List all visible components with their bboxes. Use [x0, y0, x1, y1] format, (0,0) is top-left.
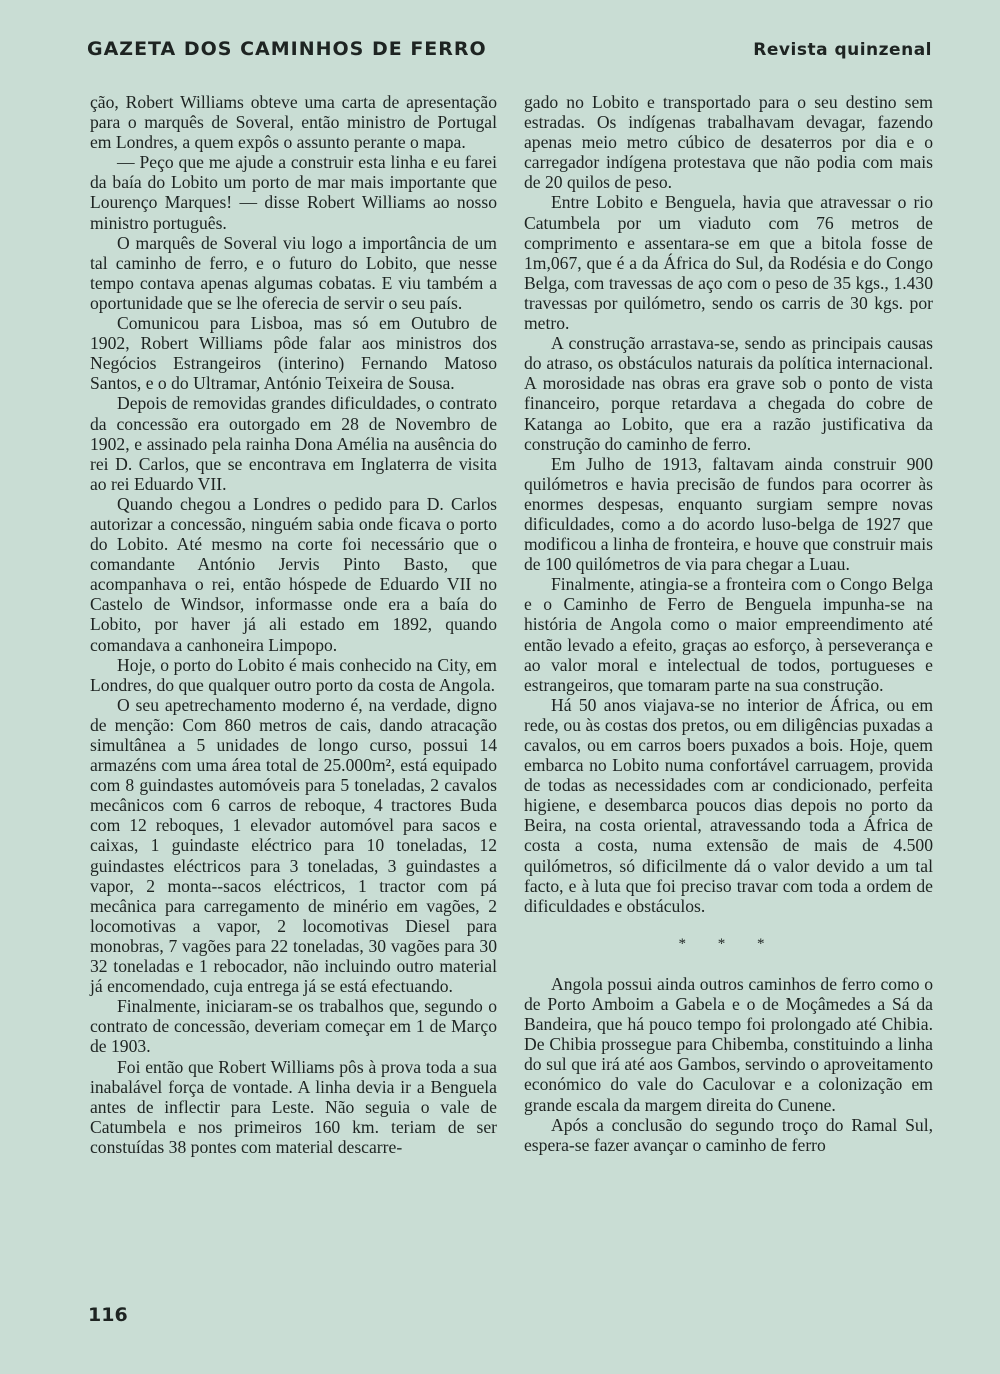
paragraph: Finalmente, atingia-se a fronteira com o Congo Belga e o Caminho de Ferro de Benguela impunha-se na história de Angola como o maior empreendimento até então levado a efeito, graças ao esforço, à perseverança e ao valor moral e intelectual de todos, portugueses e estrangeiros, que tomaram parte na sua construção. — [524, 574, 933, 695]
paragraph: O seu apetrechamento moderno é, na verdade, digno de menção: Com 860 metros de cais, dando atracação simultânea a 5 unidades de longo curso, possui 14 armazéns com uma área total de 25.000m², está equipado com 8 guindastes automóveis para 5 toneladas, 2 cavalos mecânicos com 6 carros de reboque, 4 tractores Buda com 12 reboques, 1 elevador automóvel para sacos e caixas, 1 guindaste eléctrico para 10 toneladas, 12 guindastes eléctricos para 3 toneladas, 3 guindastes a vapor, 2 monta--sacos eléctricos, 1 tractor com pá mecânica para carregamento de minério em vagões, 2 locomotivas a vapor, 2 locomotivas Diesel para monobras, 7 vagões para 22 toneladas, 30 vagões para 30 32 toneladas e 1 rebocador, não incluindo outro material já encomendado, cuja entrega já se está efectuando. — [90, 694, 497, 997]
paragraph: Depois de removidas grandes dificuldades, o contrato da concessão era outorgado em 28 de Novembro de 1902, e assinado pela rainha Dona Amélia na ausência do rei D. Carlos, que se encontrava em Inglaterra de visita ao rei Eduardo VII. — [90, 393, 497, 494]
paragraph: — Peço que me ajude a construir esta linha e eu farei da baía do Lobito um porto de mar mais importante que Lourenço Marques! — disse Robert Williams ao nosso ministro português. — [90, 152, 497, 233]
journal-subtitle: Revista quinzenal — [753, 40, 932, 60]
left-column — [90, 92, 497, 1157]
right-column — [524, 92, 933, 1155]
paragraph: ção, Robert Williams obteve uma carta de apresentação para o marquês de Soveral, então ministro de Portugal em Londres, a quem expôs o assunto perante o mapa. — [90, 92, 497, 153]
paragraph: Há 50 anos viajava-se no interior de África, ou em rede, ou às costas dos pretos, ou em diligências puxadas a cavalos, ou em carros boers puxados a bois. Hoje, quem embarca no Lobito numa confortável carruagem, provida de todas as necessidades com ar condicionado, perfeita higiene, e desembarca poucos dias depois no porto da Beira, na costa oriental, atravessando toda a África de costa a costa, numa extensão de mais de 4.500 quilómetros, só dificilmente dá o valor devido a um tal facto, e à luta que foi preciso travar com toda a ordem de dificuldades e obstáculos. — [524, 694, 933, 916]
section-separator: * * * — [678, 935, 779, 952]
running-header — [87, 30, 932, 60]
paragraph: Angola possui ainda outros caminhos de ferro como o de Porto Amboim a Gabela e o de Moçâmedes a Sá da Bandeira, que há pouco tempo foi prolongado até Chibia. De Chibia prossegue para Chibemba, constituindo a linha do sul que irá até aos Gambos, servindo o aproveitamento económico do vale do Caculovar e a colonização em grande escala da margem direita do Cunene. — [524, 973, 933, 1115]
paragraph: Em Julho de 1913, faltavam ainda construir 900 quilómetros e havia precisão de fundos para ocorrer às enormes despesas, enquanto surgiam sempre novas dificuldades, como a do acordo luso-belga de 1927 que modificou a linha de fronteira, e houve que construir mais de 100 quilómetros de via para chegar a Luau. — [524, 453, 933, 575]
paragraph: Comunicou para Lisboa, mas só em Outubro de 1902, Robert Williams pôde falar aos ministros dos Negócios Estrangeiros (interino) Fernando Matoso Santos, e o do Ultramar, António Teixeira de Sousa. — [90, 313, 497, 394]
paragraph: A construção arrastava-se, sendo as principais causas do atraso, os obstáculos naturais da política internacional. A morosidade nas obras era grave sob o ponto de vista financeiro, porque retardava a chegada do cobre de Katanga ao Lobito, que era a razão justificativa da construção do caminho de ferro. — [524, 333, 933, 454]
paragraph: O marquês de Soveral viu logo a importância de um tal caminho de ferro, e o futuro do Lobito, que nesse tempo contava apenas algumas cobatas. E viu também a oportunidade que se lhe oferecia de servir o seu país. — [90, 232, 497, 313]
page-number: 116 — [88, 1304, 128, 1326]
paragraph: Entre Lobito e Benguela, havia que atravessar o rio Catumbela por um viaduto com 76 metros de comprimento e assentara-se em que a bitola fosse de 1m,067, que é a da África do Sul, da Rodésia e do Congo Belga, com travessas de aço com o peso de 35 kgs., 1.430 travessas por quilómetro, sendo os carris de 30 kgs. por metro. — [524, 192, 933, 334]
paragraph: Após a conclusão do segundo troço do Ramal Sul, espera-se fazer avançar o caminho de ferro — [524, 1114, 933, 1155]
paragraph: Foi então que Robert Williams pôs à prova toda a sua inabalável força de vontade. A linha devia ir a Benguela antes de inflectir para Leste. Não seguia o vale de Catumbela e nos primeiros 160 km. teriam de ser constuídas 38 pontes com material descarre- — [90, 1056, 497, 1157]
paragraph: Quando chegou a Londres o pedido para D. Carlos autorizar a concessão, ninguém sabia onde ficava o porto do Lobito. Até mesmo na corte foi necessário que o comandante António Jervis Pinto Basto, que acompanhava o rei, então hóspede de Eduardo VII no Castelo de Windsor, informasse onde era a baía do Lobito, por haver já ali estado em 1892, quando comandava a canhoneira Limpopo. — [90, 493, 497, 655]
paragraph: gado no Lobito e transportado para o seu destino sem estradas. Os indígenas trabalhavam devagar, fazendo apenas meio metro cúbico de desaterros por dia e o carregador indígena protestava que não podia com mais de 20 quilos de peso. — [524, 92, 933, 193]
paragraph: Hoje, o porto do Lobito é mais conhecido na City, em Londres, do que qualquer outro porto da costa de Angola. — [90, 654, 497, 695]
journal-title: GAZETA DOS CAMINHOS DE FERRO — [87, 38, 487, 60]
paragraph: Finalmente, iniciaram-se os trabalhos que, segundo o contrato de concessão, deveriam começar em 1 de Março de 1903. — [90, 996, 497, 1057]
